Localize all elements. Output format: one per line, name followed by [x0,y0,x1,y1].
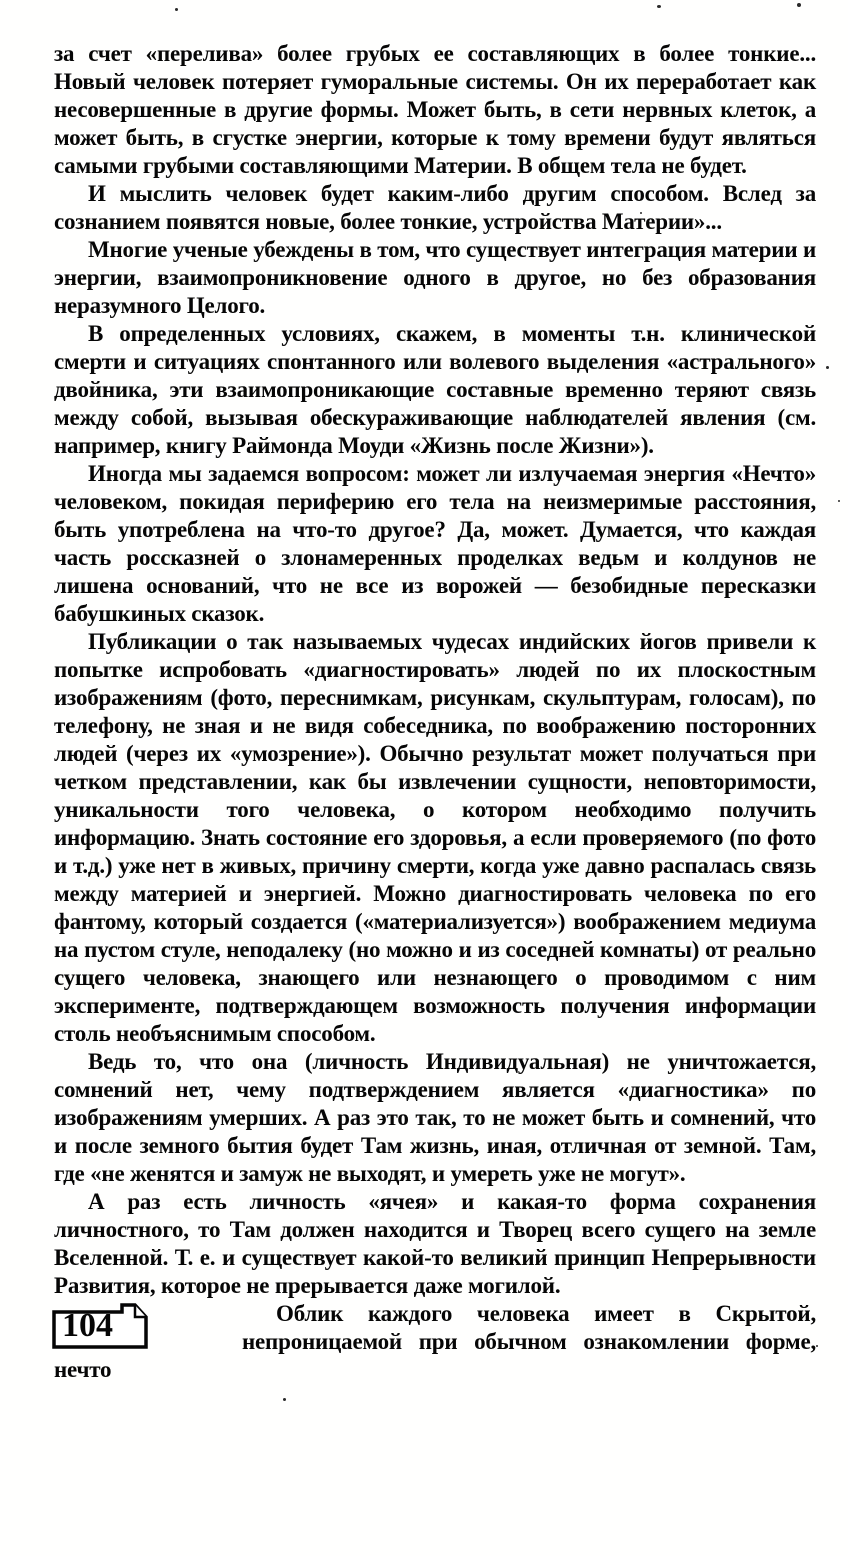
scan-speck [175,8,178,11]
scan-speck [657,5,661,8]
paragraph: А раз есть личность «ячея» и какая-то форма сохранения личностного, то Там должен находится и Творец всего сущего на земле Вселенной. Т. е. и существует какой-то великий принцип Непрерывности Развития, которое не прерывается даже могилой. [54,1189,816,1298]
scan-speck [826,366,829,369]
paragraph-with-page-badge [54,1300,816,1384]
paragraph: Ведь то, что она (личность Индивидуальная) не уничтожается, сомнений нет, чему подтверждением является «диагностика» по изображениям умерших. А раз это так, то не может быть и сомнений, что и после земного бытия будет Там жизнь, иная, отличная от земной. Там, где «не женятся и замуж не выходят, и умереть уже не могут». [54,1049,816,1186]
page-number-badge [50,1302,150,1352]
closing-paragraph-text: Облик каждого человека имеет в Скрытой, непроницаемой при обычном ознакомлении форме, нечто [54,1301,816,1382]
scan-speck [283,1398,286,1401]
paragraph: В определенных условиях, скажем, в моменты т.н. клинической смерти и ситуациях спонтанного или волевого выделения «астрального» двойника, эти взаимопроникающие составные временно теряют связь между собой, вызывая обескураживающие наблюдателей явления (см. например, книгу Раймонда Моуди «Жизнь после Жизни»). [54,321,816,458]
paragraph: Иногда мы задаемся вопросом: может ли излучаемая энергия «Нечто» человеком, покидая периферию его тела на неизмеримые расстояния, быть употреблена на что-то другое? Да, может. Думается, что каждая часть россказней о злонамеренных проделках ведьм и колдунов не лишена оснований, что не все из ворожей — безобидные пересказки бабушкиных сказок. [54,461,816,626]
scan-speck [797,3,801,7]
text-column [54,40,816,1384]
paragraph: И мыслить человек будет каким-либо другим способом. Вслед за сознанием появятся новые, более тонкие, устройства Материи»... [54,181,816,234]
paragraph: Публикации о так называемых чудесах индийских йогов привели к попытке испробовать «диагностировать» людей по их плоскостным изображениям (фото, переснимкам, рисункам, скульптурам, голосам), по телефону, не зная и не видя собеседника, по воображению посторонних людей (через их «умозрение»). Обычно результат может получаться при четком представлении, как бы извлечении сущности, неповторимости, уникальности того человека, о котором необходимо получить информацию. Знать состояние его здоровья, а если проверяемого (по фото и т.д.) уже нет в живых, причину смерти, когда уже давно распалась связь между материей и энергией. Можно диагностировать человека по его фантому, который создается («материализуется») воображением медиума на пустом стуле, неподалеку (но можно и из соседней комнаты) от реально сущего человека, знающего или незнающего о проводимом с ним эксперименте, подтверждающем возможность получения информации столь необъяснимым способом. [54,629,816,1046]
scan-speck [816,1345,818,1347]
scan-speck [838,500,840,502]
page-number: 104 [62,1307,113,1344]
paragraph: Многие ученые убеждены в том, что существует интеграция материи и энергии, взаимопроникновение одного в другое, но без образования неразумного Целого. [54,237,816,318]
paragraph: за счет «перелива» более грубых ее составляющих в более тонкие... Новый человек потеряет гуморальные системы. Он их переработает как несовершенные в другие формы. Может быть, в сети нервных клеток, а может быть, в сгустке энергии, которые к тому времени будут являться самыми грубыми составляющими Материи. В общем тела не будет. [54,41,816,178]
paragraphs-container [54,40,816,1300]
